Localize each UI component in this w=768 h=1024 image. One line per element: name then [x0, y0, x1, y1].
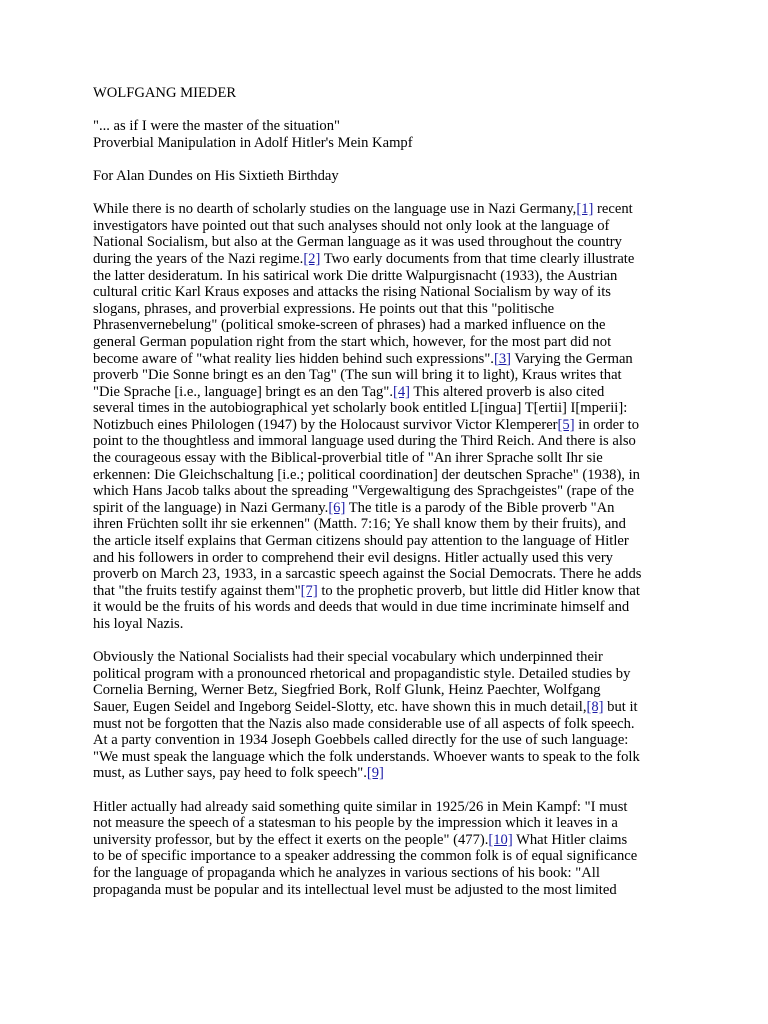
text-line: investigators have pointed out that such analyses should not only look at the language of: [93, 217, 610, 234]
footnote-link-1[interactable]: [1]: [576, 201, 594, 218]
paragraph-3: [93, 799, 683, 899]
text-line: which Hans Jacob talks about the spreading "Vergewaltigung des Sprachgeistes" (rape of the: [93, 483, 634, 500]
title-quote: "... as if I were the master of the situation": [93, 118, 340, 135]
text-line: point to the thoughtless and immoral language used during the Third Reich. And there is also: [93, 433, 636, 450]
text-line: must not be forgotten that the Nazis also made considerable use of all aspects of folk speech.: [93, 715, 635, 732]
text-line: Obviously the National Socialists had their special vocabulary which underpinned their: [93, 649, 603, 666]
text-line: university professor, but by the effect it exerts on the people" (477).[10] What Hitler claims: [93, 831, 628, 848]
text-line: erkennen: Die Gleichschaltung [i.e.; political coordination] der deutschen Sprache" (1938), in: [93, 466, 640, 483]
footnote-link-10[interactable]: [10]: [488, 831, 513, 848]
text-line: Notizbuch eines Philologen (1947) by the Holocaust survivor Victor Klemperer[5] in order to: [93, 416, 640, 433]
text-line: that "the fruits testify against them"[7] to the prophetic proverb, but little did Hitler know that: [93, 582, 640, 599]
text-line: "Die Sprache [i.e., language] bringt es an den Tag".[4] This altered proverb is also cited: [93, 383, 605, 400]
text-line: general German population right from the start which, however, for the most part did not: [93, 333, 612, 350]
text-line: and his followers in order to comprehend their evil designs. Hitler actually used this very: [93, 549, 613, 566]
text-line: While there is no dearth of scholarly studies on the language use in Nazi Germany,[1] recent: [93, 201, 633, 218]
footnote-link-9[interactable]: [9]: [366, 765, 384, 782]
paragraph-1: [93, 201, 683, 632]
text-line: the courageous essay with the Biblical-proverbial title of "An ihrer Sprache sollt Ihr sie: [93, 450, 603, 467]
text-line: propaganda must be popular and its intellectual level must be adjusted to the most limited: [93, 881, 617, 898]
paragraph-2: [93, 649, 683, 782]
text-line: the article itself explains that German citizens should pay attention to the language of Hitler: [93, 533, 629, 550]
text-line: At a party convention in 1934 Joseph Goebbels called directly for the use of such language:: [93, 732, 629, 749]
footnote-link-5[interactable]: [5]: [557, 416, 575, 433]
footnote-link-2[interactable]: [2]: [303, 250, 321, 267]
text-line: several times in the autobiographical yet scholarly book entitled L[ingua] T[ertii] I[mperii]:: [93, 400, 628, 417]
footnote-link-7[interactable]: [7]: [300, 582, 318, 599]
text-line: his loyal Nazis.: [93, 616, 184, 632]
text-line: Cornelia Berning, Werner Betz, Siegfried Bork, Rolf Glunk, Heinz Paechter, Wolfgang: [93, 682, 601, 699]
text-line: must, as Luther says, pay heed to folk speech".[9]: [93, 765, 384, 782]
text-line: not measure the speech of a statesman to his people by the impression which it leaves in a: [93, 815, 618, 832]
title-subtitle: Proverbial Manipulation in Adolf Hitler's Mein Kampf: [93, 134, 413, 151]
text-line: to be of specific importance to a speaker addressing the common folk is of equal significance: [93, 848, 638, 865]
document-page: [93, 85, 683, 898]
text-line: Sauer, Eugen Seidel and Ingeborg Seidel-Slotty, etc. have shown this in much detail,[8] but it: [93, 698, 638, 715]
text-line: during the years of the Nazi regime.[2] Two early documents from that time clearly illustrate: [93, 250, 635, 267]
text-line: proverb "Die Sonne bringt es an den Tag" (The sun will bring it to light), Kraus writes that: [93, 367, 622, 384]
text-line: it would be the fruits of his words and deeds that would in due time incriminate himself and: [93, 599, 630, 616]
text-line: "We must speak the language which the folk understands. Whoever wants to speak to the folk: [93, 748, 640, 765]
dedication: For Alan Dundes on His Sixtieth Birthday: [93, 167, 339, 184]
text-line: cultural critic Karl Kraus exposes and attacks the rising National Socialism by way of its: [93, 284, 611, 301]
footnote-link-8[interactable]: [8]: [586, 698, 604, 715]
text-line: for the language of propaganda which he analyzes in various sections of his book: "All: [93, 864, 600, 881]
footnote-link-6[interactable]: [6]: [328, 499, 346, 516]
footnote-link-3[interactable]: [3]: [493, 350, 511, 367]
text-line: slogans, phrases, and proverbial expressions. He points out that this "politische: [93, 300, 555, 317]
text-line: ihren Früchten sollt ihr sie erkennen" (Matth. 7:16; Ye shall know them by their fruits), and: [93, 516, 626, 533]
text-line: become aware of "what reality lies hidden behind such expressions".[3] Varying the German: [93, 350, 633, 367]
text-line: spirit of the language) in Nazi Germany.[6] The title is a parody of the Bible proverb "An: [93, 499, 615, 516]
text-line: Hitler actually had already said something quite similar in 1925/26 in Mein Kampf: "I must: [93, 798, 628, 815]
author-name: WOLFGANG MIEDER: [93, 85, 237, 101]
text-line: National Socialism, but also at the German language as it was used throughout the country: [93, 234, 622, 251]
footnote-link-4[interactable]: [4]: [392, 383, 410, 400]
text-line: Phrasenvernebelung" (political smoke-screen of phrases) had a marked influence on the: [93, 317, 606, 334]
text-line: the latter desideratum. In his satirical work Die dritte Walpurgisnacht (1933), the Austrian: [93, 267, 618, 284]
text-line: proverb on March 23, 1933, in a sarcastic speech against the Social Democrats. There he adds: [93, 566, 642, 583]
text-line: political program with a pronounced rhetorical and propagandistic style. Detailed studies by: [93, 665, 631, 682]
